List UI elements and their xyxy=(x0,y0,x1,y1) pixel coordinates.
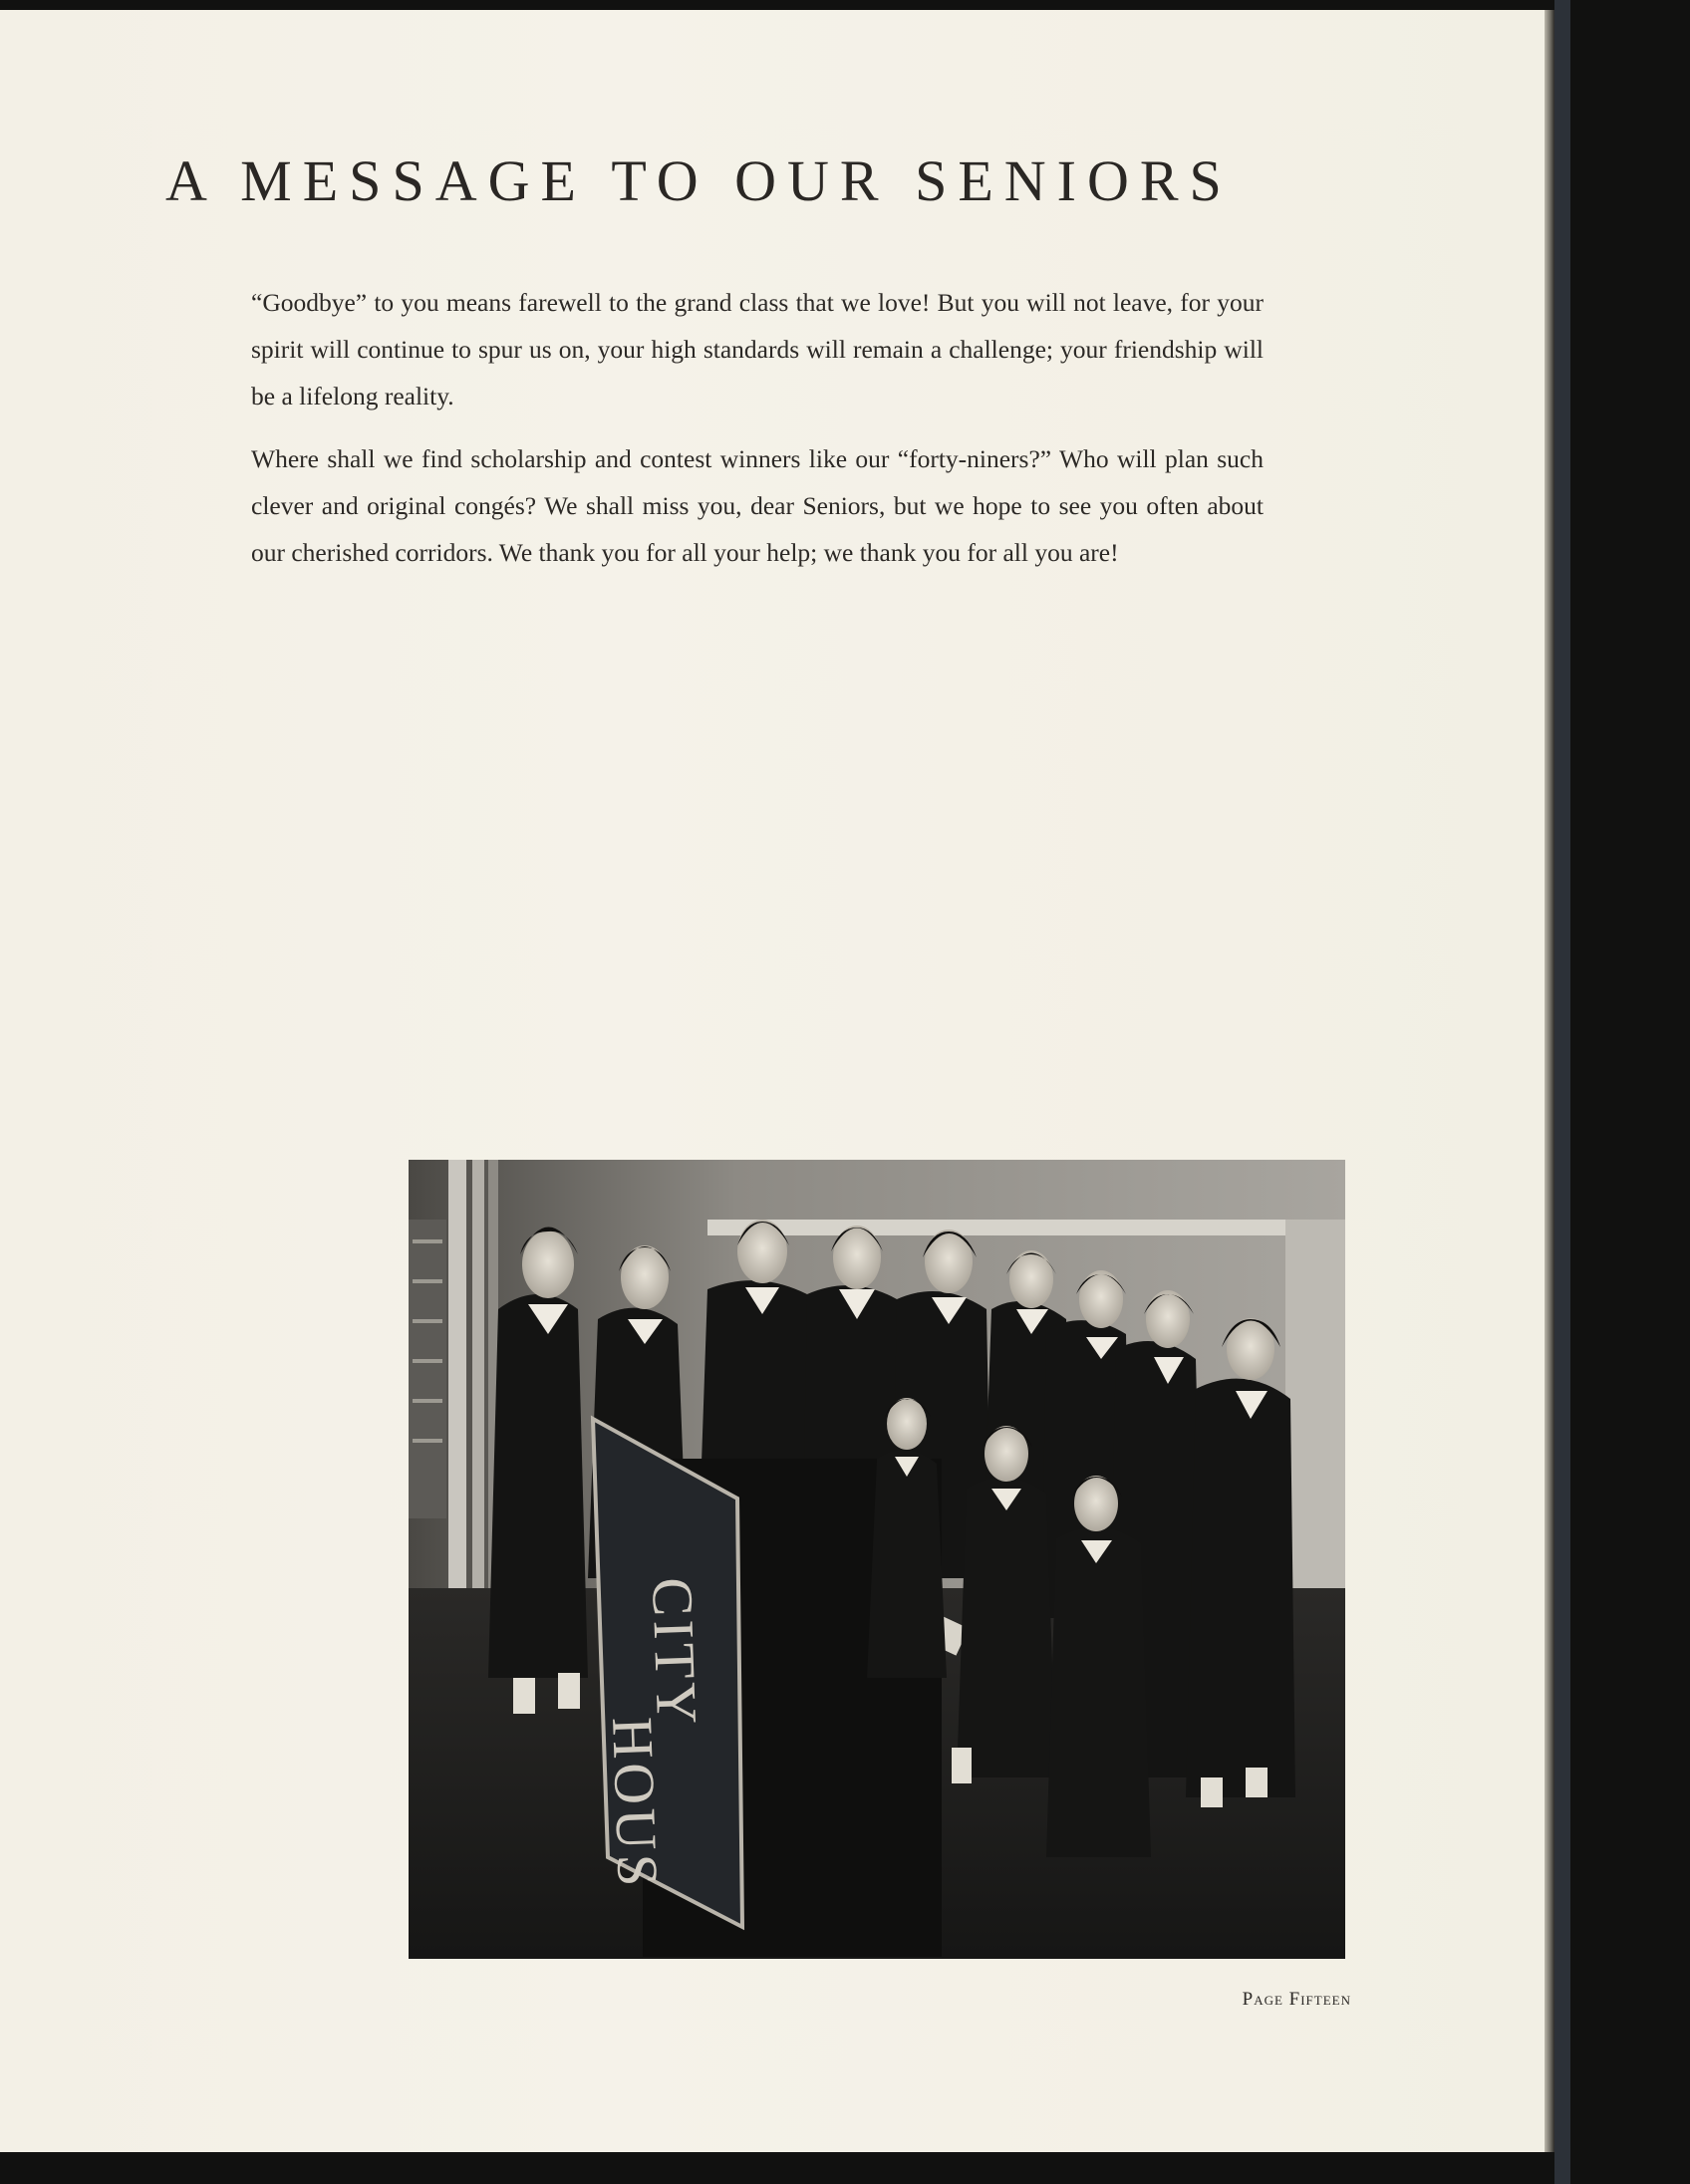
photo-illustration xyxy=(409,1160,1345,1959)
banner-text-line: CITY xyxy=(640,1576,710,1730)
message-paragraph: Where shall we find scholarship and contest winners like our “forty-niners?” Who will plan such clever and original congés? We shall miss you, dear Seniors, but we hope to see you often about our cherished corridors. We thank you for all your help; we thank you for all you are! xyxy=(251,444,1264,567)
photo-wall-molding xyxy=(707,1220,1345,1235)
group-photograph xyxy=(409,1160,1345,1959)
page-number: Page Fifteen xyxy=(1242,1989,1351,2010)
banner-text-line: HOUS xyxy=(600,1716,672,1892)
message-body xyxy=(251,279,1264,592)
page-edge xyxy=(1545,10,1554,2152)
page-title: A MESSAGE TO OUR SENIORS xyxy=(165,148,1233,213)
book-cover-edge xyxy=(1554,0,1570,2184)
photo-banner xyxy=(593,1419,742,1927)
message-paragraph: “Goodbye” to you means farewell to the grand class that we love! But you will not leave, for your spirit will continue to spur us on, your high standards will remain a challenge; your friendship will be a lifelong reality. xyxy=(251,288,1264,410)
